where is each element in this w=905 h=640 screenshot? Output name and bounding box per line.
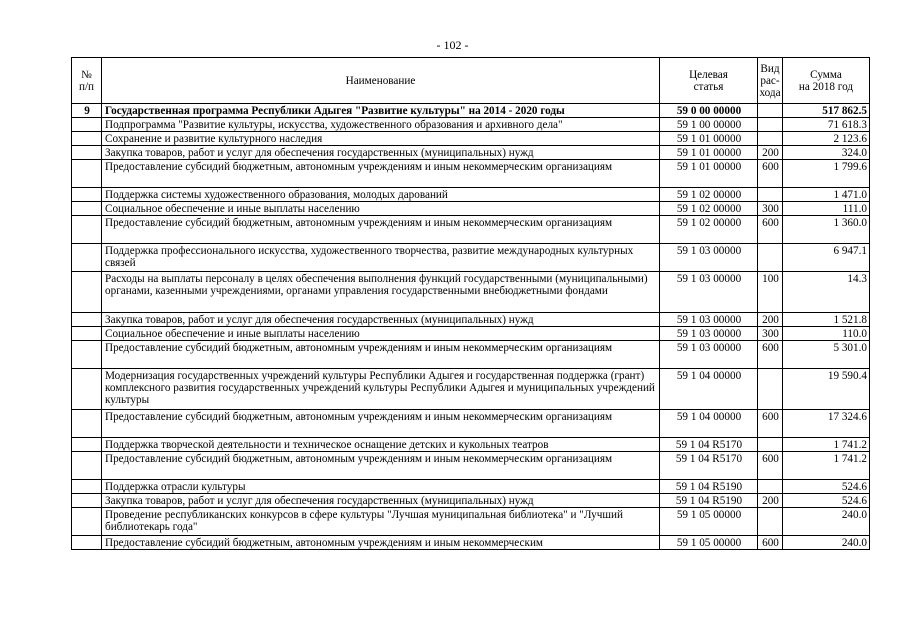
row-sum-cell: 5 301.0 [783,341,870,369]
row-sum-cell: 517 862.5 [783,104,870,118]
row-kind-cell: 200 [758,146,783,160]
row-kind-cell [758,188,783,202]
header-name: Наименование [102,58,660,104]
header-num-line1: № [81,68,92,81]
table-body [72,104,870,550]
row-kind-cell: 600 [758,536,783,550]
page-number: - 102 - [436,38,469,52]
row-name-cell: Поддержка отрасли культуры [102,480,660,494]
row-code-cell: 59 1 02 00000 [660,202,758,216]
row-name-cell: Предоставление субсидий бюджетным, автономным учреждениям и иным некоммерческим организациям [102,341,660,369]
row-number-cell [72,313,102,327]
row-name-cell: Проведение республиканских конкурсов в сфере культуры "Лучшая муниципальная библиотека" и "Лучший библиотекарь года" [102,508,660,536]
header-kind-line2: рас- [760,74,780,87]
header-kind-line1: Вид [760,62,780,75]
row-number-cell [72,118,102,132]
header-sum-line2: на 2018 год [798,80,854,93]
row-code-cell: 59 1 03 00000 [660,341,758,369]
row-number-cell [72,146,102,160]
table-row [72,244,870,272]
row-sum-cell: 1 521.8 [783,313,870,327]
table-row [72,202,870,216]
row-sum-cell: 6 947.1 [783,244,870,272]
table-row [72,480,870,494]
row-number-cell [72,327,102,341]
table-row [72,146,870,160]
row-kind-cell [758,244,783,272]
row-sum-cell: 1 471.0 [783,188,870,202]
table-row [72,327,870,341]
header-code [660,58,758,104]
row-sum-cell: 240.0 [783,536,870,550]
row-name-cell: Поддержка творческой деятельности и техническое оснащение детских и кукольных театров [102,438,660,452]
header-code-line1: Целевая [689,68,728,81]
row-number-cell [72,132,102,146]
row-code-cell: 59 1 03 00000 [660,327,758,341]
row-name-cell: Предоставление субсидий бюджетным, автономным учреждениям и иным некоммерческим организациям [102,452,660,480]
header-kind-line3: хода [759,86,781,99]
row-code-cell: 59 1 03 00000 [660,313,758,327]
table-row [72,160,870,188]
table-row [72,438,870,452]
row-name-cell: Социальное обеспечение и иные выплаты населению [102,327,660,341]
row-kind-cell: 100 [758,272,783,313]
row-kind-cell: 600 [758,160,783,188]
row-kind-cell: 300 [758,202,783,216]
table-row [72,410,870,438]
header-num [72,58,102,104]
row-number-cell: 9 [72,104,102,118]
row-number-cell [72,494,102,508]
table-row [72,313,870,327]
row-name-cell: Поддержка профессионального искусства, художественного творчества, развитие международных культурных связей [102,244,660,272]
row-name-cell: Социальное обеспечение и иные выплаты населению [102,202,660,216]
row-code-cell: 59 1 03 00000 [660,244,758,272]
row-sum-cell: 2 123.6 [783,132,870,146]
table-row [72,118,870,132]
row-code-cell: 59 1 01 00000 [660,146,758,160]
row-kind-cell [758,438,783,452]
row-name-cell: Закупка товаров, работ и услуг для обеспечения государственных (муниципальных) нужд [102,313,660,327]
table-row [72,508,870,536]
row-kind-cell: 600 [758,452,783,480]
row-sum-cell: 14.3 [783,272,870,313]
row-number-cell [72,452,102,480]
table-row [72,216,870,244]
row-number-cell [72,160,102,188]
row-number-cell [72,480,102,494]
header-sum [783,58,870,104]
table-row [72,341,870,369]
row-code-cell: 59 1 02 00000 [660,188,758,202]
row-sum-cell: 524.6 [783,480,870,494]
row-code-cell: 59 1 00 00000 [660,118,758,132]
row-code-cell: 59 1 04 00000 [660,369,758,410]
row-code-cell: 59 0 00 00000 [660,104,758,118]
row-kind-cell: 300 [758,327,783,341]
row-kind-cell [758,508,783,536]
row-kind-cell [758,369,783,410]
row-number-cell [72,438,102,452]
row-kind-cell: 600 [758,216,783,244]
row-code-cell: 59 1 02 00000 [660,216,758,244]
row-kind-cell: 200 [758,494,783,508]
row-sum-cell: 1 799.6 [783,160,870,188]
row-code-cell: 59 1 04 R5170 [660,438,758,452]
header-code-line2: статья [693,80,724,93]
table-row [72,188,870,202]
table-row [72,369,870,410]
header-kind [758,58,783,104]
row-kind-cell [758,118,783,132]
row-sum-cell: 1 741.2 [783,452,870,480]
row-name-cell: Модернизация государственных учреждений культуры Республики Адыгея и государственная поддержка (грант) комплексного развития государственных учреждений культуры Республики Адыгея и муниципальных учреждений культуры [102,369,660,410]
row-number-cell [72,536,102,550]
table-row [72,272,870,313]
table-row [72,452,870,480]
row-sum-cell: 324.0 [783,146,870,160]
row-code-cell: 59 1 04 R5170 [660,452,758,480]
row-number-cell [72,341,102,369]
row-number-cell [72,508,102,536]
table-row [72,536,870,550]
row-sum-cell: 19 590.4 [783,369,870,410]
row-sum-cell: 1 741.2 [783,438,870,452]
row-name-cell: Расходы на выплаты персоналу в целях обеспечения выполнения функций государственными (муниципальными) органами, казенными учреждениями, органами управления государственными внебюджетными фондами [102,272,660,313]
row-code-cell: 59 1 05 00000 [660,508,758,536]
row-name-cell: Предоставление субсидий бюджетным, автономным учреждениям и иным некоммерческим организациям [102,216,660,244]
row-sum-cell: 240.0 [783,508,870,536]
row-kind-cell: 200 [758,313,783,327]
row-name-cell: Предоставление субсидий бюджетным, автономным учреждениям и иным некоммерческим организациям [102,410,660,438]
row-code-cell: 59 1 03 00000 [660,272,758,313]
row-code-cell: 59 1 04 00000 [660,410,758,438]
row-name-cell: Подпрограмма "Развитие культуры, искусства, художественного образования и архивного дела" [102,118,660,132]
row-name-cell: Сохранение и развитие культурного наследия [102,132,660,146]
row-number-cell [72,369,102,410]
row-sum-cell: 524.6 [783,494,870,508]
row-sum-cell: 71 618.3 [783,118,870,132]
row-kind-cell [758,480,783,494]
row-kind-cell [758,104,783,118]
header-sum-line1: Сумма [810,68,842,81]
row-number-cell [72,244,102,272]
row-sum-cell: 1 360.0 [783,216,870,244]
row-name-cell: Предоставление субсидий бюджетным, автономным учреждениям и иным некоммерческим [102,536,660,550]
row-kind-cell: 600 [758,341,783,369]
row-number-cell [72,272,102,313]
header-num-line2: п/п [78,80,95,93]
row-name-cell: Предоставление субсидий бюджетным, автономным учреждениям и иным некоммерческим организациям [102,160,660,188]
table-row [72,104,870,118]
table-row [72,494,870,508]
row-number-cell [72,216,102,244]
row-code-cell: 59 1 04 R5190 [660,494,758,508]
row-number-cell [72,188,102,202]
row-number-cell [72,202,102,216]
row-name-cell: Государственная программа Республики Адыгея "Развитие культуры" на 2014 - 2020 годы [102,104,660,118]
row-code-cell: 59 1 05 00000 [660,536,758,550]
row-code-cell: 59 1 01 00000 [660,160,758,188]
row-code-cell: 59 1 01 00000 [660,132,758,146]
row-number-cell [72,410,102,438]
row-kind-cell [758,132,783,146]
row-name-cell: Поддержка системы художественного образования, молодых дарований [102,188,660,202]
table-row [72,132,870,146]
row-name-cell: Закупка товаров, работ и услуг для обеспечения государственных (муниципальных) нужд [102,494,660,508]
row-name-cell: Закупка товаров, работ и услуг для обеспечения государственных (муниципальных) нужд [102,146,660,160]
row-sum-cell: 17 324.6 [783,410,870,438]
row-sum-cell: 110.0 [783,327,870,341]
table-header [72,58,870,104]
row-kind-cell: 600 [758,410,783,438]
row-sum-cell: 111.0 [783,202,870,216]
row-code-cell: 59 1 04 R5190 [660,480,758,494]
budget-table [71,57,870,550]
